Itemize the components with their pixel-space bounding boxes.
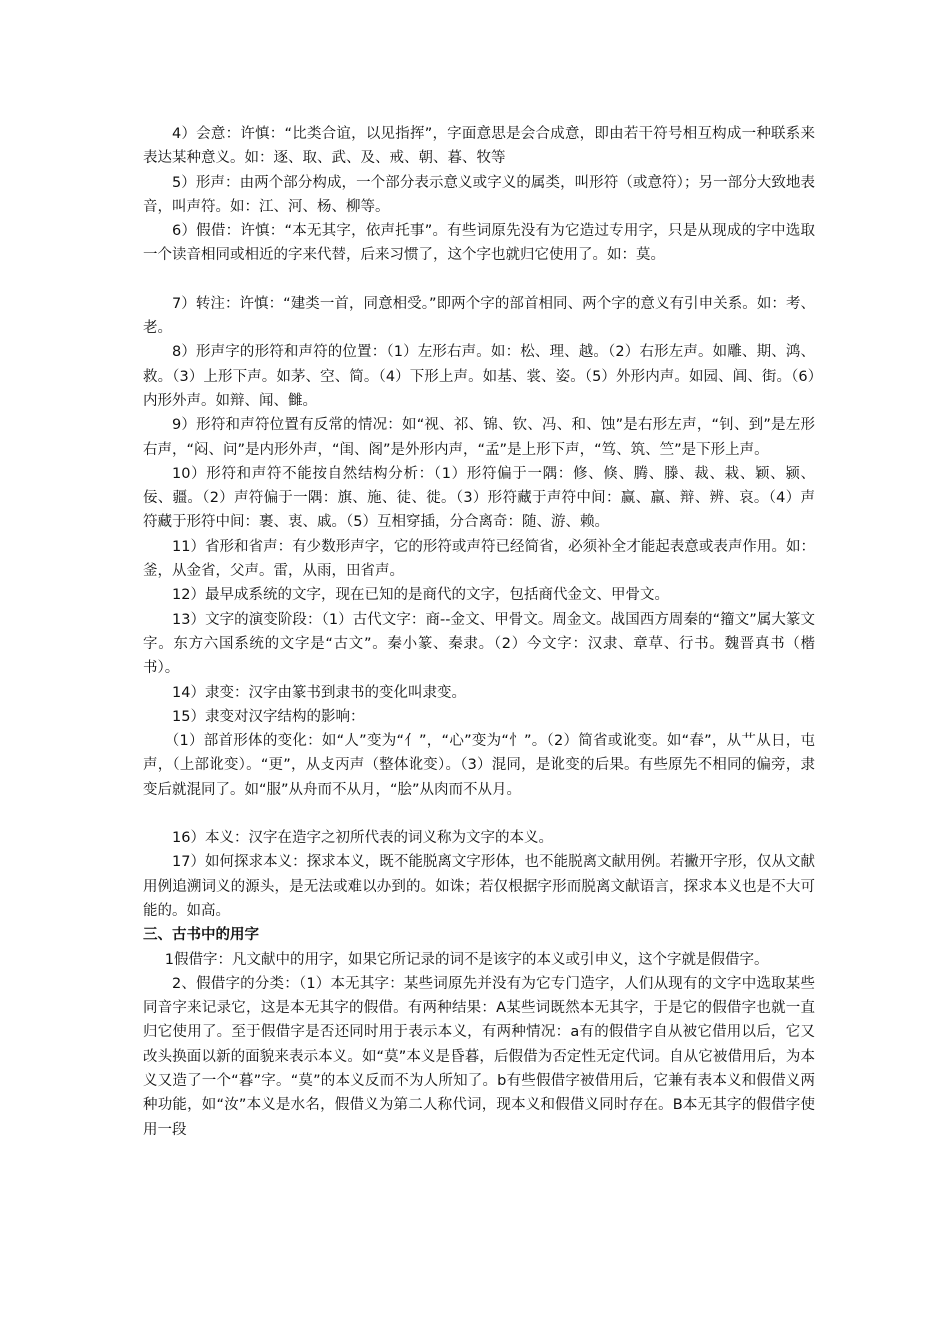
paragraph-libian: 14）隶变：汉字由篆书到隶书的变化叫隶变。 <box>172 684 466 701</box>
paragraph-abnormal-position: 9）形符和声符位置有反常的情况：如“视、祁、锦、钦、冯、和、蚀”是右形左声，“钊、到”是左形右声，“闷、问”是内形外声，“闺、阁”是外形内声，“孟”是上形下声，“笃、筑、竺”是下形上声。 <box>143 417 815 458</box>
blank-line <box>143 802 815 826</box>
paragraph-libian-influence: 15）隶变对汉字结构的影响： <box>172 708 365 725</box>
paragraph-huiyi: 4）会意：许慎：“比类合谊，以见指挥”，字面意思是会合成意，即由若干符号相互构成一种联系来表达某种意义。如：逐、取、武、及、戒、朝、暮、牧等 <box>143 126 815 167</box>
paragraph-evolution: 13）文字的演变阶段：（1）古代文字：商--金文、甲骨文。周金文。战国西方周秦的“籀文”属大篆文字。东方六国系统的文字是“古文”。秦小篆、秦隶。（2）今文字：汉隶、章草、行书。魏晋真书（楷书）。 <box>143 611 815 677</box>
blank-line <box>143 268 815 292</box>
paragraph-earliest-writing: 12）最早成系统的文字，现在已知的是商代的文字，包括商代金文、甲骨文。 <box>172 587 669 604</box>
section-heading: 三、古书中的用字 <box>143 927 259 944</box>
document-page <box>143 122 815 1142</box>
paragraph-jiajiezi-types: 2、假借字的分类：（1）本无其字：某些词原先并没有为它专门造字，人们从现有的文字中选取某些同音字来记录它，这是本无其字的假借。有两种结果：A某些词既然本无其字，于是它的假借字也就一直归它使用了。至于假借字是否还同时用于表示本义，有两种情况：a有的假借字自从被它借用以后，它又改头换面以新的面貌来表示本义。如“莫”本义是昏暮，后假借为否定性无定代词。自从它被借用后，为本义又造了一个“暮”字。“莫”的本义反而不为人所知了。b有些假借字被借用后，它兼有表本义和假借义两种功能，如“汝”本义是水名，假借义为第二人称代词，现本义和假借义同时存在。B本无其字的假借字使用一段 <box>143 975 815 1138</box>
paragraph-jiajiezi: 1假借字：凡文献中的用字，如果它所记录的词不是该字的本义或引申义，这个字就是假借字。 <box>164 951 769 968</box>
paragraph-libian-details: （1）部首形体的变化：如“人”变为“亻”，“心”变为“忄”。（2）简省或讹变。如“春”，从艹从日，屯声，（上部讹变）。“更”，从攴丙声（整体讹变）。（3）混同，是讹变的后果。有些原先不相同的偏旁，隶变后就混同了。如“服”从舟而不从月，“脍”从肉而不从月。 <box>143 733 815 798</box>
paragraph-position: 8）形声字的形符和声符的位置：（1）左形右声。如：松、理、越。（2）右形左声。如雕、期、鸿、救。（3）上形下声。如茅、空、简。（4）下形上声。如基、裳、姿。（5）外形内声。如园、阊、街。（6）内形外声。如辩、闻、雠。 <box>143 344 815 409</box>
paragraph-benyi: 16）本义：汉字在造字之初所代表的词义称为文字的本义。 <box>172 830 553 847</box>
paragraph-seek-benyi: 17）如何探求本义：探求本义，既不能脱离文字形体，也不能脱离文献用例。若撇开字形，仅从文献用例追溯词义的源头，是无法或难以办到的。如诛；若仅根据字形而脱离文献语言，探求本义也是不大可能的。如高。 <box>143 854 815 919</box>
paragraph-structure-analysis: 10）形符和声符不能按自然结构分析：（1）形符偏于一隅：修、倏、腾、滕、裁、栽、颖、颍、佞、疆。（2）声符偏于一隅：旗、施、徒、徙。（3）形符藏于声符中间：赢、羸、辩、辨、哀。（4）声符藏于形符中间：裹、衷、戚。（5）互相穿插，分合离奇：随、游、赖。 <box>143 465 815 531</box>
paragraph-jiajie: 6）假借：许慎：“本无其字，依声托事”。有些词原先没有为它造过专用字，只是从现成的字中选取一个读音相同或相近的字来代替，后来习惯了，这个字也就归它使用了。如：莫。 <box>143 223 815 264</box>
paragraph-zhuanzhu: 7）转注：许慎：“建类一首，同意相受。”即两个字的部首相同、两个字的意义有引申关系。如：考、老。 <box>143 295 815 337</box>
paragraph-shengxing: 11）省形和省声：有少数形声字，它的形符或声符已经简省，必须补全才能起表意或表声作用。如：釜，从金省，父声。雷，从雨，田省声。 <box>143 538 815 580</box>
paragraph-xingsheng: 5）形声：由两个部分构成，一个部分表示意义或字义的属类，叫形符（或意符）；另一部分大致地表音，叫声符。如：江、河、杨、柳等。 <box>143 174 815 215</box>
